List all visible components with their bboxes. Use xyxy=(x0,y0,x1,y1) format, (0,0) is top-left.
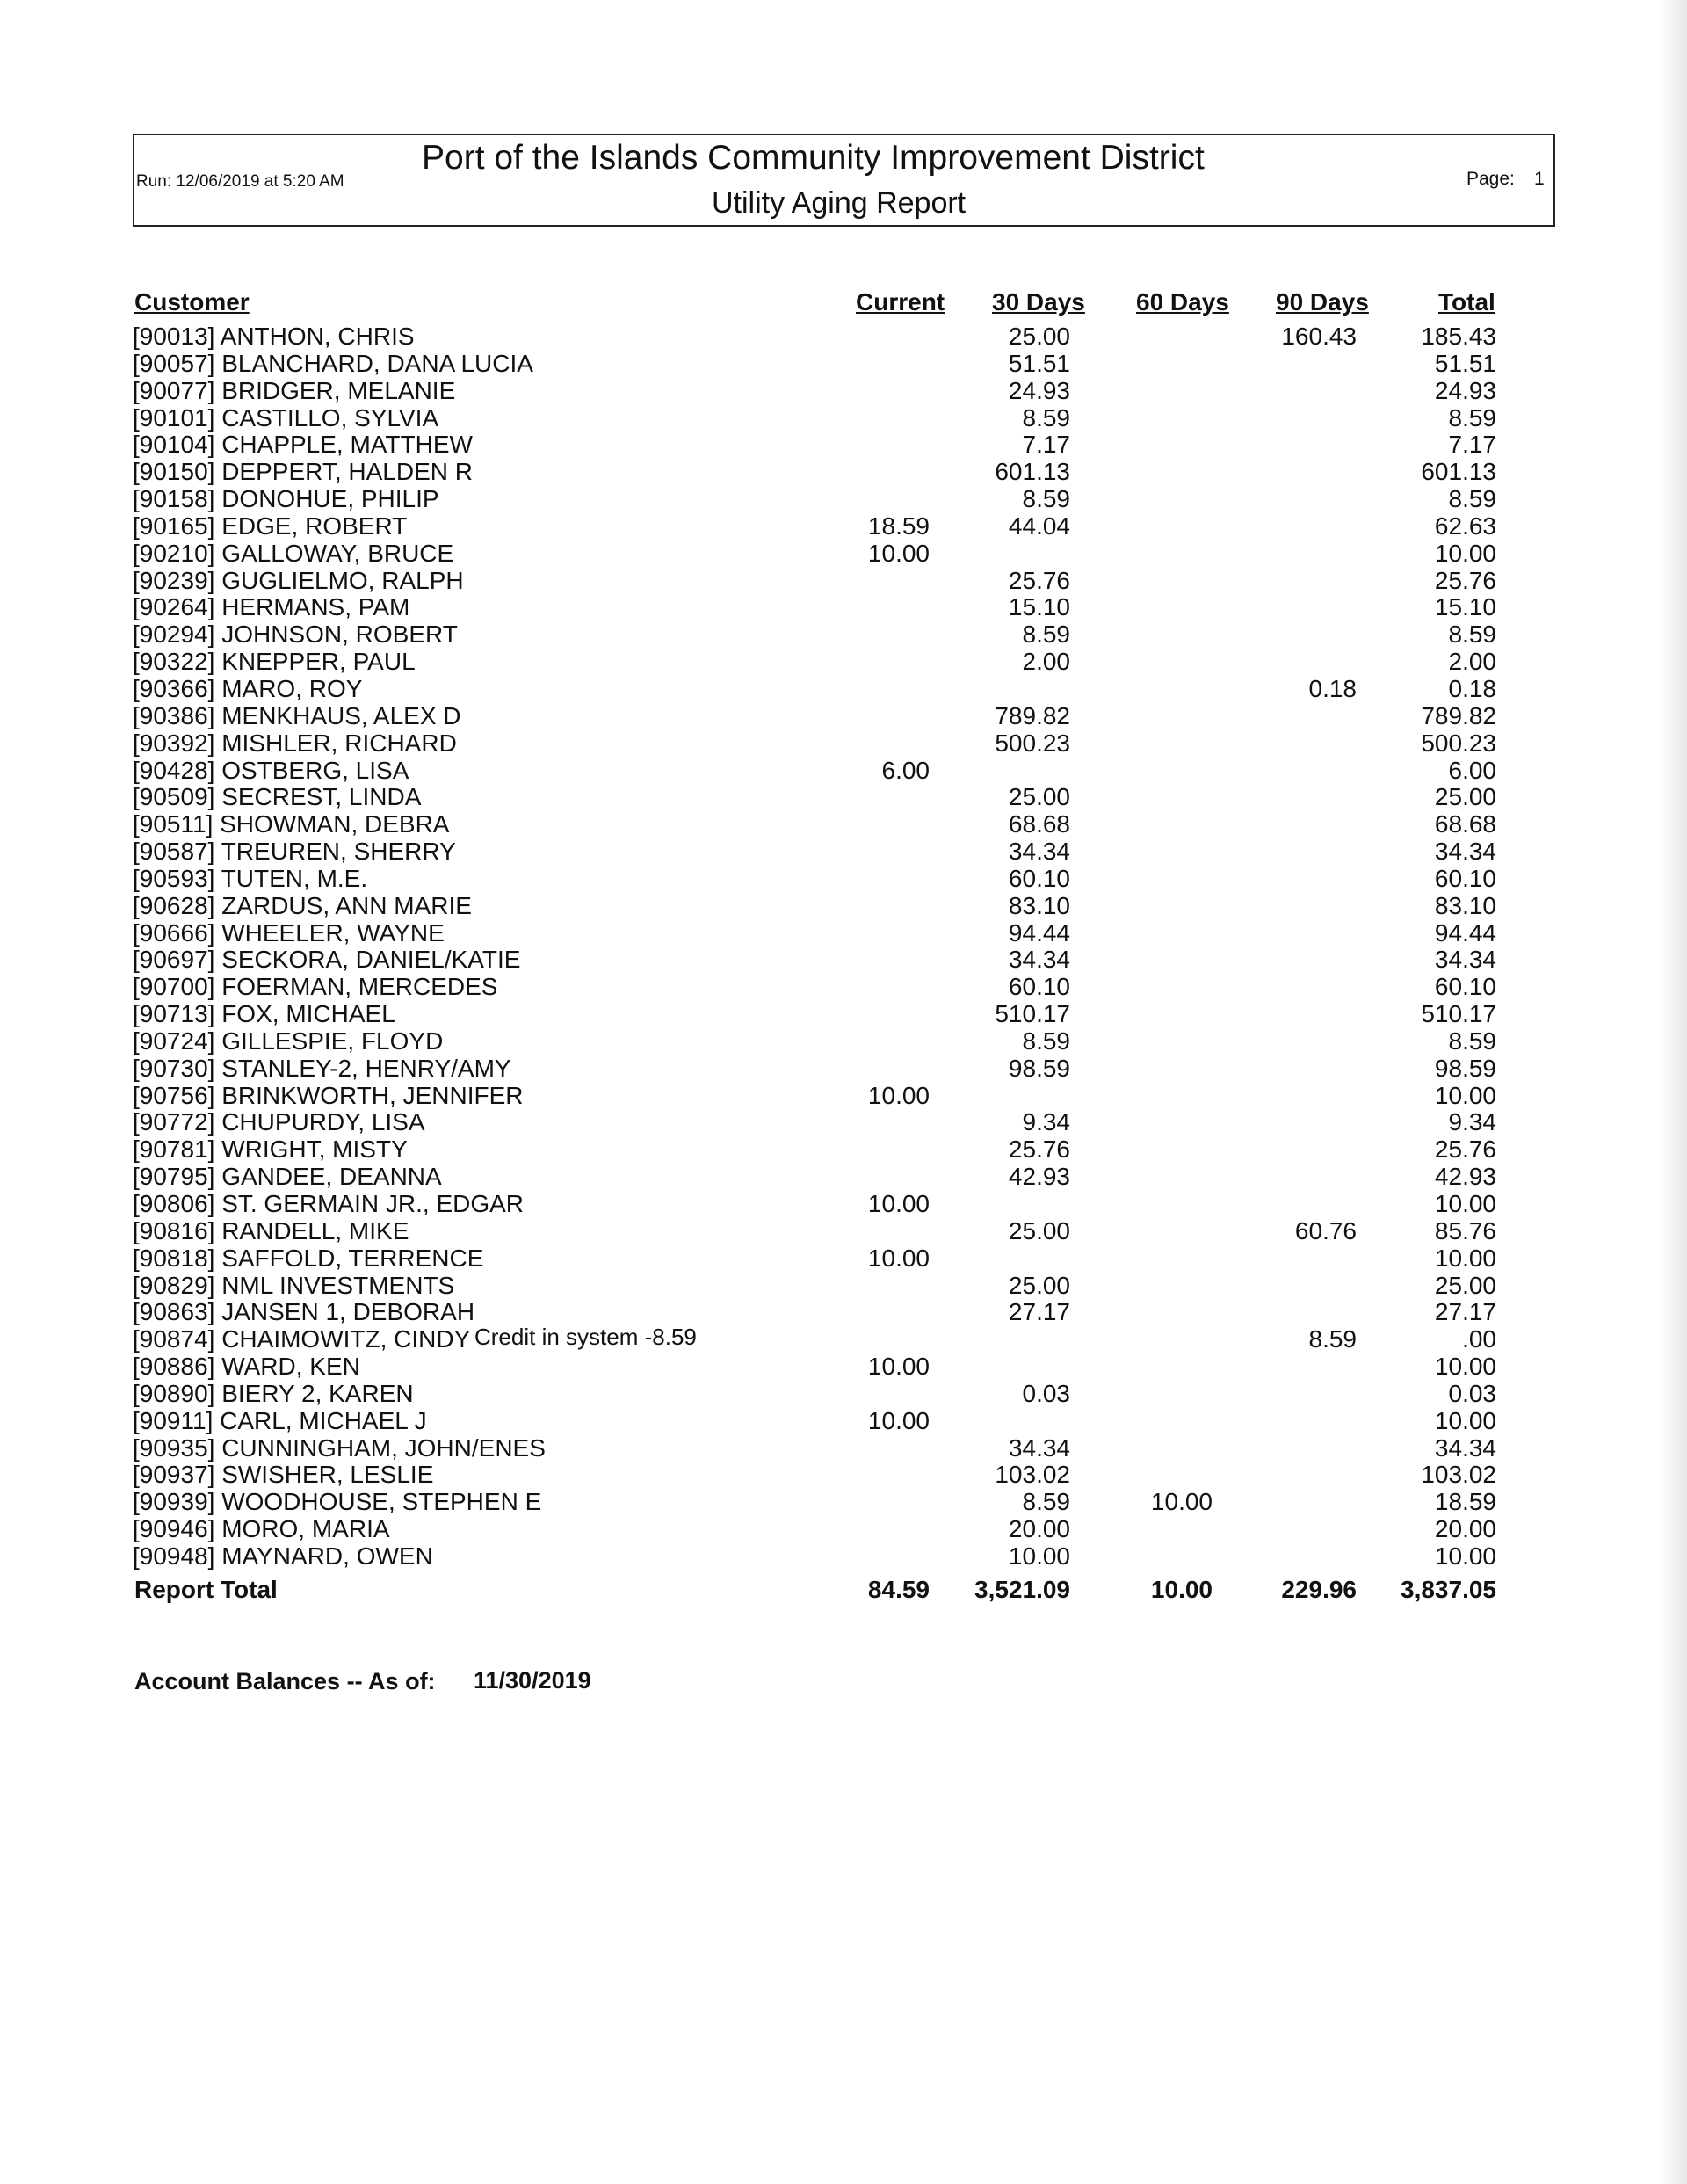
table-row xyxy=(0,459,1687,486)
row-30-days: 103.02 xyxy=(995,1461,1070,1489)
table-row xyxy=(0,730,1687,758)
row-customer: [90795] GANDEE, DEANNA xyxy=(133,1163,442,1191)
table-row xyxy=(0,784,1687,811)
row-total: 103.02 xyxy=(1421,1461,1496,1489)
row-30-days: 8.59 xyxy=(1022,1027,1070,1055)
row-30-days: 8.59 xyxy=(1022,1488,1070,1516)
row-30-days: 25.00 xyxy=(1008,1216,1070,1244)
row-90-days: 160.43 xyxy=(1281,323,1357,350)
row-customer: [90101] CASTILLO, SYLVIA xyxy=(133,403,439,432)
table-row xyxy=(0,1353,1687,1381)
row-30-days: 25.00 xyxy=(1008,323,1070,350)
row-total: 25.76 xyxy=(1434,1136,1496,1164)
column-header-30-days: 30 Days xyxy=(992,288,1085,316)
row-total: 18.59 xyxy=(1434,1488,1496,1516)
row-customer: [90077] BRIDGER, MELANIE xyxy=(133,376,456,404)
row-current: 6.00 xyxy=(881,756,930,784)
row-current: 18.59 xyxy=(867,512,930,540)
table-row xyxy=(0,1056,1687,1083)
row-total: 789.82 xyxy=(1421,701,1496,729)
row-customer: [90158] DONOHUE, PHILIP xyxy=(133,485,439,513)
row-30-days: 8.59 xyxy=(1022,620,1070,649)
row-30-days: 98.59 xyxy=(1008,1054,1070,1082)
row-total: 2.00 xyxy=(1448,648,1496,676)
row-current: 10.00 xyxy=(867,1353,930,1381)
table-row xyxy=(0,920,1687,947)
row-total: 8.59 xyxy=(1448,1027,1496,1055)
row-30-days: 42.93 xyxy=(1008,1163,1070,1191)
table-row xyxy=(0,378,1687,405)
row-customer: [90772] CHUPURDY, LISA xyxy=(133,1108,425,1136)
table-row xyxy=(0,758,1687,785)
row-30-days: 27.17 xyxy=(1008,1298,1070,1326)
row-customer: [90937] SWISHER, LESLIE xyxy=(133,1461,434,1489)
row-customer: [90816] RANDELL, MIKE xyxy=(133,1216,409,1244)
row-30-days: 83.10 xyxy=(1008,891,1070,919)
table-row xyxy=(0,1489,1687,1516)
table-row xyxy=(0,1083,1687,1110)
row-30-days: 789.82 xyxy=(995,701,1070,729)
row-customer: [90890] BIERY 2, KAREN xyxy=(133,1379,414,1407)
row-total: 10.00 xyxy=(1434,1081,1496,1109)
table-row xyxy=(0,1543,1687,1571)
row-customer: [90939] WOODHOUSE, STEPHEN E xyxy=(133,1488,542,1516)
row-customer: [90946] MORO, MARIA xyxy=(133,1515,390,1543)
row-total: 25.76 xyxy=(1434,566,1496,594)
table-row xyxy=(0,1381,1687,1408)
report-total-label: Report Total xyxy=(134,1576,278,1603)
row-customer: [90886] WARD, KEN xyxy=(133,1353,360,1381)
row-60-days: 10.00 xyxy=(1150,1488,1213,1516)
row-customer: [90700] FOERMAN, MERCEDES xyxy=(133,973,498,1001)
row-30-days: 0.03 xyxy=(1022,1379,1070,1407)
table-row xyxy=(0,1408,1687,1435)
report-subtitle: Utility Aging Report xyxy=(712,186,967,220)
row-total: 7.17 xyxy=(1448,431,1496,459)
row-total: 51.51 xyxy=(1434,349,1496,377)
row-customer: [90392] MISHLER, RICHARD xyxy=(133,729,457,757)
row-total: 8.59 xyxy=(1448,485,1496,513)
row-total: 27.17 xyxy=(1434,1298,1496,1326)
row-customer: [90730] STANLEY-2, HENRY/AMY xyxy=(133,1054,511,1082)
row-customer: [90150] DEPPERT, HALDEN R xyxy=(133,458,473,486)
row-customer: [90239] GUGLIELMO, RALPH xyxy=(133,566,464,594)
row-30-days: 510.17 xyxy=(995,1000,1070,1028)
table-row xyxy=(0,432,1687,459)
report-total-30-days: 3,521.09 xyxy=(974,1576,1070,1603)
row-total: 85.76 xyxy=(1434,1216,1496,1244)
report-total-current: 84.59 xyxy=(867,1576,930,1603)
page-label: Page: xyxy=(1466,169,1515,189)
row-total: 10.00 xyxy=(1434,1190,1496,1217)
row-customer: [90294] JOHNSON, ROBERT xyxy=(133,620,458,649)
run-timestamp: Run: 12/06/2019 at 5:20 AM xyxy=(136,172,344,191)
row-total: 94.44 xyxy=(1434,918,1496,947)
column-header-60-days: 60 Days xyxy=(1136,288,1229,316)
table-row xyxy=(0,947,1687,974)
row-30-days: 9.34 xyxy=(1022,1108,1070,1136)
table-row xyxy=(0,405,1687,432)
row-customer: [90593] TUTEN, M.E. xyxy=(133,864,368,892)
row-total: 34.34 xyxy=(1434,1433,1496,1462)
table-row xyxy=(0,974,1687,1001)
row-30-days: 15.10 xyxy=(1008,593,1070,621)
row-customer: [90210] GALLOWAY, BRUCE xyxy=(133,539,454,567)
row-30-days: 8.59 xyxy=(1022,485,1070,513)
row-total: 83.10 xyxy=(1434,891,1496,919)
column-header-customer: Customer xyxy=(134,288,250,316)
row-total: 10.00 xyxy=(1434,1353,1496,1381)
row-total: 98.59 xyxy=(1434,1054,1496,1082)
row-customer: [90948] MAYNARD, OWEN xyxy=(133,1542,433,1570)
table-row xyxy=(0,541,1687,568)
table-row xyxy=(0,323,1687,351)
row-current: 10.00 xyxy=(867,1244,930,1272)
column-header-90-days: 90 Days xyxy=(1276,288,1369,316)
row-total: 42.93 xyxy=(1434,1163,1496,1191)
row-30-days: 8.59 xyxy=(1022,403,1070,432)
table-row xyxy=(0,513,1687,541)
row-total: 10.00 xyxy=(1434,1244,1496,1272)
row-30-days: 25.00 xyxy=(1008,1271,1070,1299)
table-row xyxy=(0,1136,1687,1164)
report-total-row xyxy=(0,1576,1687,1606)
table-row xyxy=(0,1273,1687,1300)
row-30-days: 34.34 xyxy=(1008,946,1070,974)
row-customer: [90874] CHAIMOWITZ, CINDY xyxy=(133,1325,471,1353)
row-total: .00 xyxy=(1462,1325,1496,1353)
table-row xyxy=(0,594,1687,621)
row-total: 9.34 xyxy=(1448,1108,1496,1136)
table-row xyxy=(0,1109,1687,1136)
row-30-days: 7.17 xyxy=(1022,431,1070,459)
row-total: 8.59 xyxy=(1448,620,1496,649)
row-total: 8.59 xyxy=(1448,403,1496,432)
table-row xyxy=(0,811,1687,838)
row-30-days: 94.44 xyxy=(1008,918,1070,947)
row-total: 25.00 xyxy=(1434,783,1496,811)
row-current: 10.00 xyxy=(867,1406,930,1434)
row-customer: [90935] CUNNINGHAM, JOHN/ENES xyxy=(133,1433,546,1462)
row-customer: [90509] SECREST, LINDA xyxy=(133,783,422,811)
row-30-days: 34.34 xyxy=(1008,1433,1070,1462)
row-customer: [90264] HERMANS, PAM xyxy=(133,593,410,621)
row-30-days: 24.93 xyxy=(1008,376,1070,404)
row-90-days: 60.76 xyxy=(1294,1216,1357,1244)
row-total: 60.10 xyxy=(1434,864,1496,892)
table-row xyxy=(0,621,1687,649)
row-30-days: 60.10 xyxy=(1008,864,1070,892)
row-customer: [90386] MENKHAUS, ALEX D xyxy=(133,701,461,729)
table-row xyxy=(0,568,1687,595)
table-row xyxy=(0,1326,1687,1353)
row-30-days: 25.76 xyxy=(1008,1136,1070,1164)
row-customer: [90587] TREUREN, SHERRY xyxy=(133,838,456,866)
table-row xyxy=(0,1462,1687,1489)
row-30-days: 20.00 xyxy=(1008,1515,1070,1543)
aging-table-body xyxy=(0,323,1687,1571)
row-30-days: 34.34 xyxy=(1008,838,1070,866)
row-total: 0.03 xyxy=(1448,1379,1496,1407)
row-30-days: 25.76 xyxy=(1008,566,1070,594)
row-total: 10.00 xyxy=(1434,539,1496,567)
as-of-date: 11/30/2019 xyxy=(474,1667,591,1694)
row-customer: [90911] CARL, MICHAEL J xyxy=(133,1406,427,1434)
row-total: 15.10 xyxy=(1434,593,1496,621)
row-total: 24.93 xyxy=(1434,376,1496,404)
row-total: 510.17 xyxy=(1421,1000,1496,1028)
row-total: 62.63 xyxy=(1434,512,1496,540)
table-row xyxy=(0,703,1687,730)
table-row xyxy=(0,1245,1687,1273)
row-30-days: 10.00 xyxy=(1008,1542,1070,1570)
row-total: 6.00 xyxy=(1448,756,1496,784)
table-row xyxy=(0,676,1687,703)
table-row xyxy=(0,1001,1687,1028)
row-customer: [90806] ST. GERMAIN JR., EDGAR xyxy=(133,1190,525,1217)
row-customer: [90104] CHAPPLE, MATTHEW xyxy=(133,431,473,459)
row-total: 60.10 xyxy=(1434,973,1496,1001)
row-total: 34.34 xyxy=(1434,946,1496,974)
table-row xyxy=(0,351,1687,378)
row-total: 0.18 xyxy=(1448,674,1496,702)
row-customer: [90697] SECKORA, DANIEL/KATIE xyxy=(133,946,521,974)
table-row xyxy=(0,838,1687,866)
row-customer: [90781] WRIGHT, MISTY xyxy=(133,1136,408,1164)
row-customer: [90511] SHOWMAN, DEBRA xyxy=(133,810,450,838)
row-customer: [90713] FOX, MICHAEL xyxy=(133,1000,395,1028)
row-30-days: 25.00 xyxy=(1008,783,1070,811)
row-total: 68.68 xyxy=(1434,810,1496,838)
row-customer: [90428] OSTBERG, LISA xyxy=(133,756,409,784)
row-customer: [90818] SAFFOLD, TERRENCE xyxy=(133,1244,484,1272)
row-total: 34.34 xyxy=(1434,838,1496,866)
row-customer: [90756] BRINKWORTH, JENNIFER xyxy=(133,1081,524,1109)
report-total-90-days: 229.96 xyxy=(1281,1576,1357,1603)
row-note: Credit in system -8.59 xyxy=(474,1324,697,1351)
table-row xyxy=(0,1164,1687,1191)
row-90-days: 0.18 xyxy=(1308,674,1357,702)
table-row xyxy=(0,649,1687,676)
column-header-total: Total xyxy=(1438,288,1495,316)
as-of-label: Account Balances -- As of: xyxy=(134,1668,436,1694)
row-90-days: 8.59 xyxy=(1308,1325,1357,1353)
table-row xyxy=(0,1191,1687,1218)
row-customer: [90165] EDGE, ROBERT xyxy=(133,512,408,540)
row-30-days: 60.10 xyxy=(1008,973,1070,1001)
row-total: 10.00 xyxy=(1434,1542,1496,1570)
row-30-days: 2.00 xyxy=(1022,648,1070,676)
table-row xyxy=(0,1516,1687,1543)
report-total-total: 3,837.05 xyxy=(1401,1576,1496,1603)
row-customer: [90013] ANTHON, CHRIS xyxy=(133,323,415,350)
row-customer: [90724] GILLESPIE, FLOYD xyxy=(133,1027,444,1055)
table-row xyxy=(0,1028,1687,1056)
row-30-days: 68.68 xyxy=(1008,810,1070,838)
page-number: 1 xyxy=(1534,169,1545,189)
row-customer: [90322] KNEPPER, PAUL xyxy=(133,648,416,676)
row-total: 185.43 xyxy=(1421,323,1496,350)
row-customer: [90628] ZARDUS, ANN MARIE xyxy=(133,891,472,919)
row-total: 25.00 xyxy=(1434,1271,1496,1299)
row-total: 601.13 xyxy=(1421,458,1496,486)
row-customer: [90829] NML INVESTMENTS xyxy=(133,1271,455,1299)
report-total-60-days: 10.00 xyxy=(1150,1576,1213,1603)
row-current: 10.00 xyxy=(867,1081,930,1109)
row-current: 10.00 xyxy=(867,1190,930,1217)
table-row xyxy=(0,1435,1687,1462)
row-current: 10.00 xyxy=(867,539,930,567)
row-customer: [90057] BLANCHARD, DANA LUCIA xyxy=(133,349,533,377)
row-30-days: 500.23 xyxy=(995,729,1070,757)
row-customer: [90366] MARO, ROY xyxy=(133,674,363,702)
row-30-days: 44.04 xyxy=(1008,512,1070,540)
table-row xyxy=(0,1218,1687,1245)
row-30-days: 51.51 xyxy=(1008,349,1070,377)
table-row xyxy=(0,1299,1687,1326)
row-total: 500.23 xyxy=(1421,729,1496,757)
report-title: Port of the Islands Community Improvement District xyxy=(422,139,1205,177)
row-total: 20.00 xyxy=(1434,1515,1496,1543)
column-header-current: Current xyxy=(856,288,945,316)
row-customer: [90666] WHEELER, WAYNE xyxy=(133,918,445,947)
row-customer: [90863] JANSEN 1, DEBORAH xyxy=(133,1298,475,1326)
table-row xyxy=(0,893,1687,920)
table-row xyxy=(0,486,1687,513)
table-row xyxy=(0,866,1687,893)
row-30-days: 601.13 xyxy=(995,458,1070,486)
row-total: 10.00 xyxy=(1434,1406,1496,1434)
